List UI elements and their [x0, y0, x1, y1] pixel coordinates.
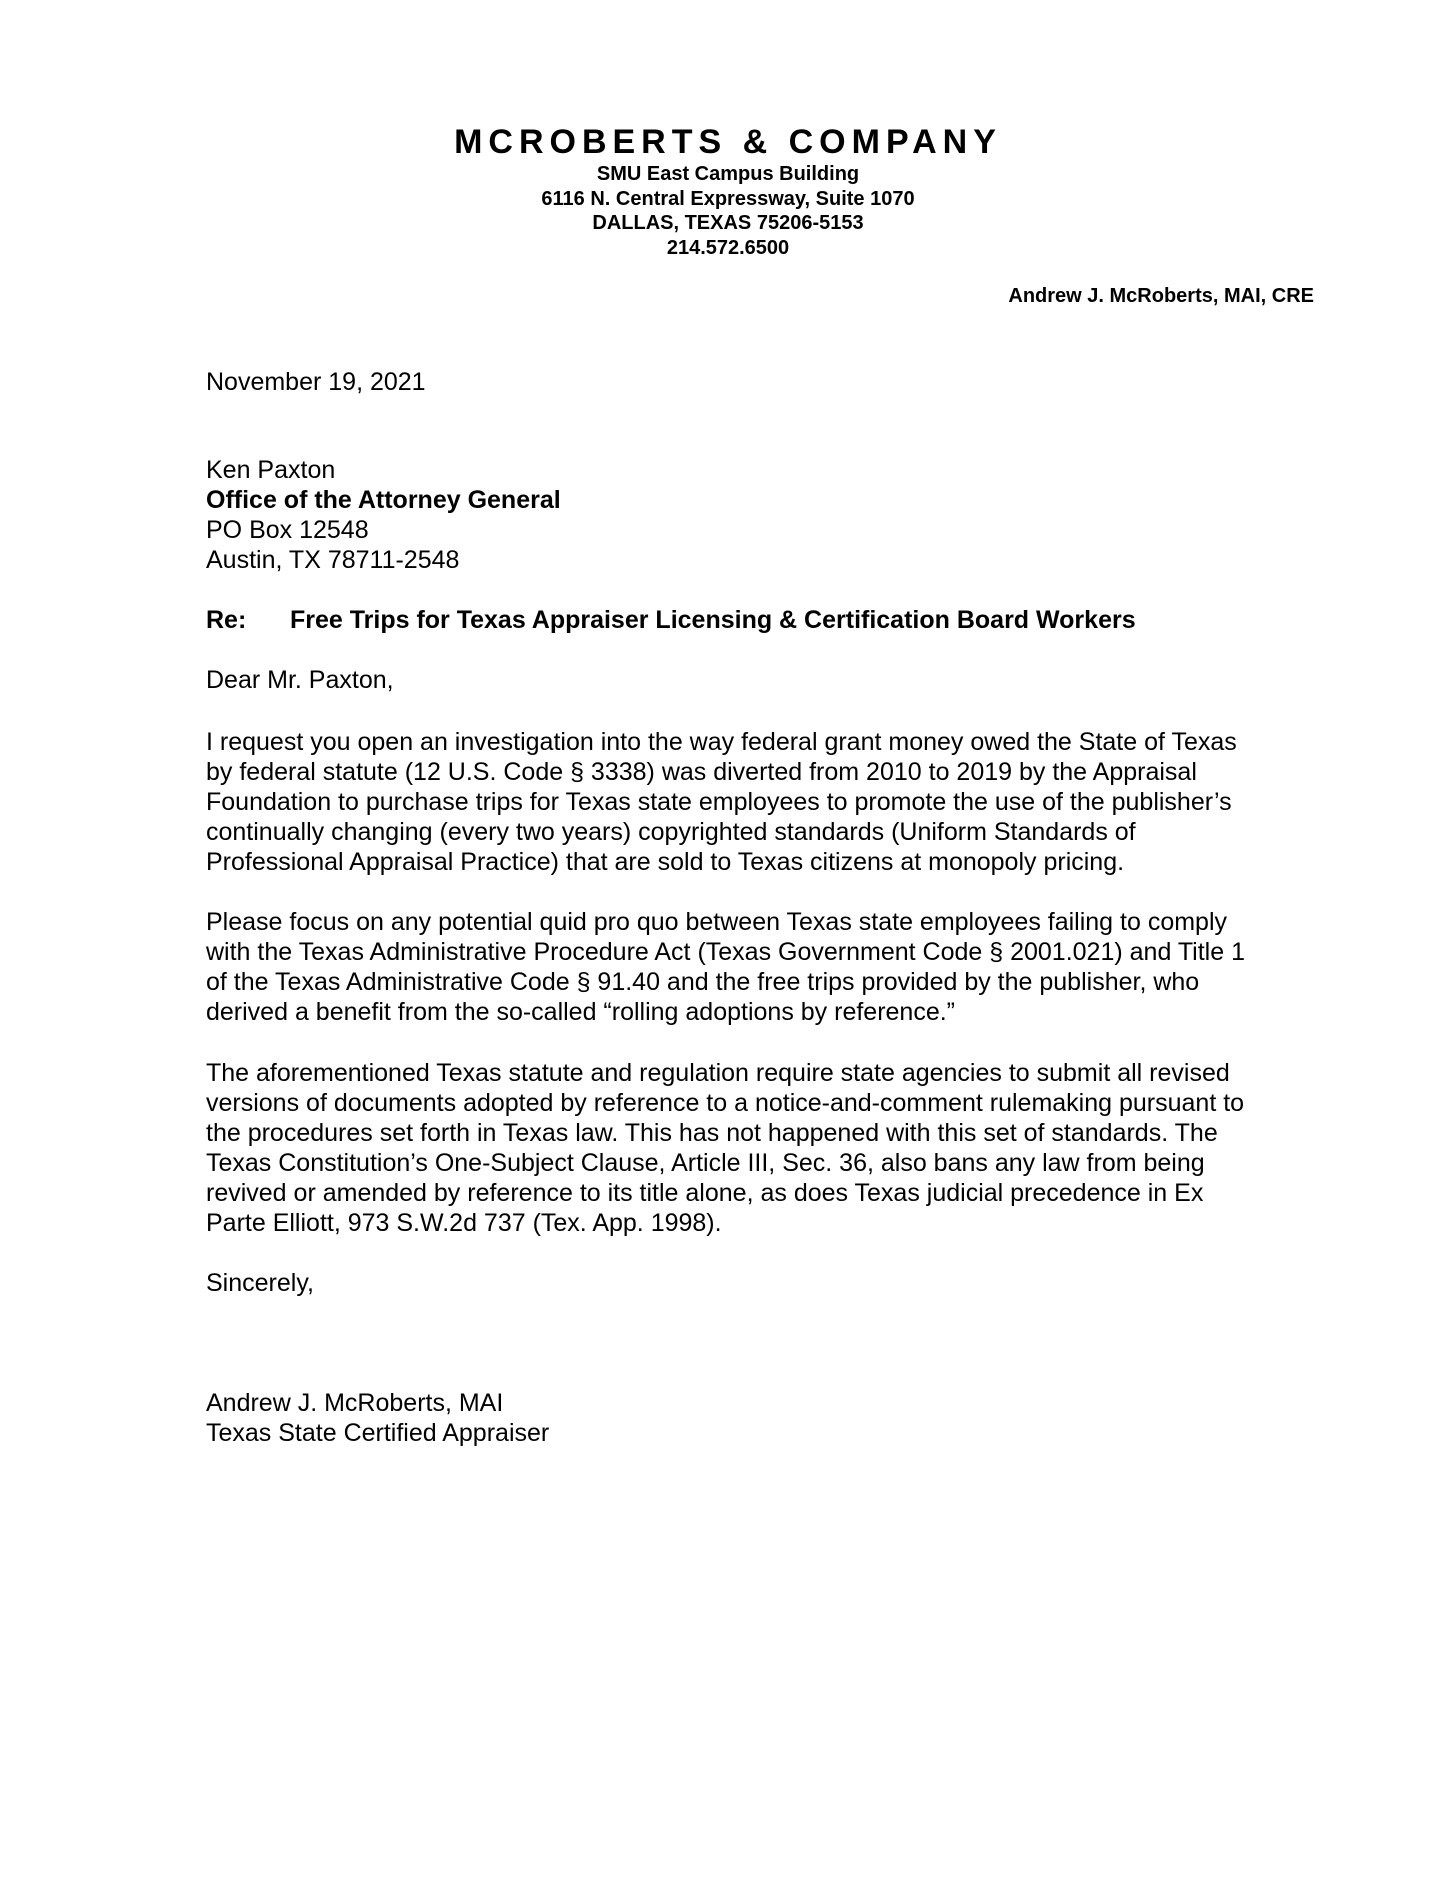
paragraph-line: derived a benefit from the so-called “rolling adoptions by reference.” — [206, 998, 956, 1026]
paragraph-line: the procedures set forth in Texas law. This has not happened with this set of standards. The — [206, 1119, 1218, 1147]
paragraph-line: revived or amended by reference to its title alone, as does Texas judicial precedence in Ex — [206, 1179, 1204, 1207]
date-text: November 19, 2021 — [206, 368, 426, 396]
principal-name: Andrew J. McRoberts, MAI, CRE — [1008, 285, 1314, 307]
closing — [206, 1268, 1326, 1298]
paragraph-line: with the Texas Administrative Procedure Act (Texas Government Code § 2001.021) and Title 1 — [206, 938, 1245, 966]
paragraph-line: Professional Appraisal Practice) that are sold to Texas citizens at monopoly pricing. — [206, 848, 1125, 876]
paragraph-line: versions of documents adopted by reference to a notice-and-comment rulemaking pursuant to — [206, 1089, 1245, 1117]
subject-line — [206, 605, 1326, 635]
company-name: MCROBERTS & COMPANY — [454, 123, 1002, 161]
paragraph-2 — [206, 907, 1326, 1027]
company-phone: 214.572.6500 — [666, 236, 790, 259]
recipient-address — [206, 455, 1326, 575]
subject-label: Re: — [206, 606, 247, 634]
recipient-city: Austin, TX 78711-2548 — [206, 546, 460, 574]
subject-text: Free Trips for Texas Appraiser Licensing & Certification Board Workers — [290, 606, 1136, 634]
paragraph-line: I request you open an investigation into the way federal grant money owed the State of Texas — [206, 728, 1237, 756]
paragraph-line: Foundation to purchase trips for Texas state employees to promote the use of the publisher’s — [206, 788, 1232, 816]
letter-date — [206, 367, 1326, 397]
recipient-office: Office of the Attorney General — [206, 486, 561, 514]
signature-block — [206, 1388, 1326, 1448]
salutation-text: Dear Mr. Paxton, — [206, 666, 394, 694]
salutation — [206, 665, 1326, 695]
paragraph-line: Please focus on any potential quid pro quo between Texas state employees failing to comply — [206, 908, 1228, 936]
recipient-name: Ken Paxton — [206, 456, 336, 484]
signature-title: Texas State Certified Appraiser — [206, 1419, 550, 1447]
paragraph-line: Parte Elliott, 973 S.W.2d 737 (Tex. App. 1998). — [206, 1209, 722, 1237]
paragraph-line: The aforementioned Texas statute and regulation require state agencies to submit all revised — [206, 1059, 1230, 1087]
paragraph-3 — [206, 1058, 1326, 1238]
company-building: SMU East Campus Building — [596, 163, 860, 185]
recipient-po-box: PO Box 12548 — [206, 516, 369, 544]
company-street: 6116 N. Central Expressway, Suite 1070 — [541, 187, 915, 210]
letterhead — [0, 122, 1456, 260]
paragraph-1 — [206, 727, 1326, 877]
paragraph-line: Texas Constitution’s One-Subject Clause, Article III, Sec. 36, also bans any law from being — [206, 1149, 1205, 1177]
signature-name: Andrew J. McRoberts, MAI — [206, 1389, 504, 1417]
paragraph-line: continually changing (every two years) copyrighted standards (Uniform Standards of — [206, 818, 1136, 846]
closing-text: Sincerely, — [206, 1269, 314, 1297]
company-city: DALLAS, TEXAS 75206-5153 — [592, 212, 864, 234]
paragraph-line: by federal statute (12 U.S. Code § 3338) was diverted from 2010 to 2019 by the Appraisal — [206, 758, 1197, 786]
paragraph-line: of the Texas Administrative Code § 91.40 and the free trips provided by the publisher, who — [206, 968, 1200, 996]
